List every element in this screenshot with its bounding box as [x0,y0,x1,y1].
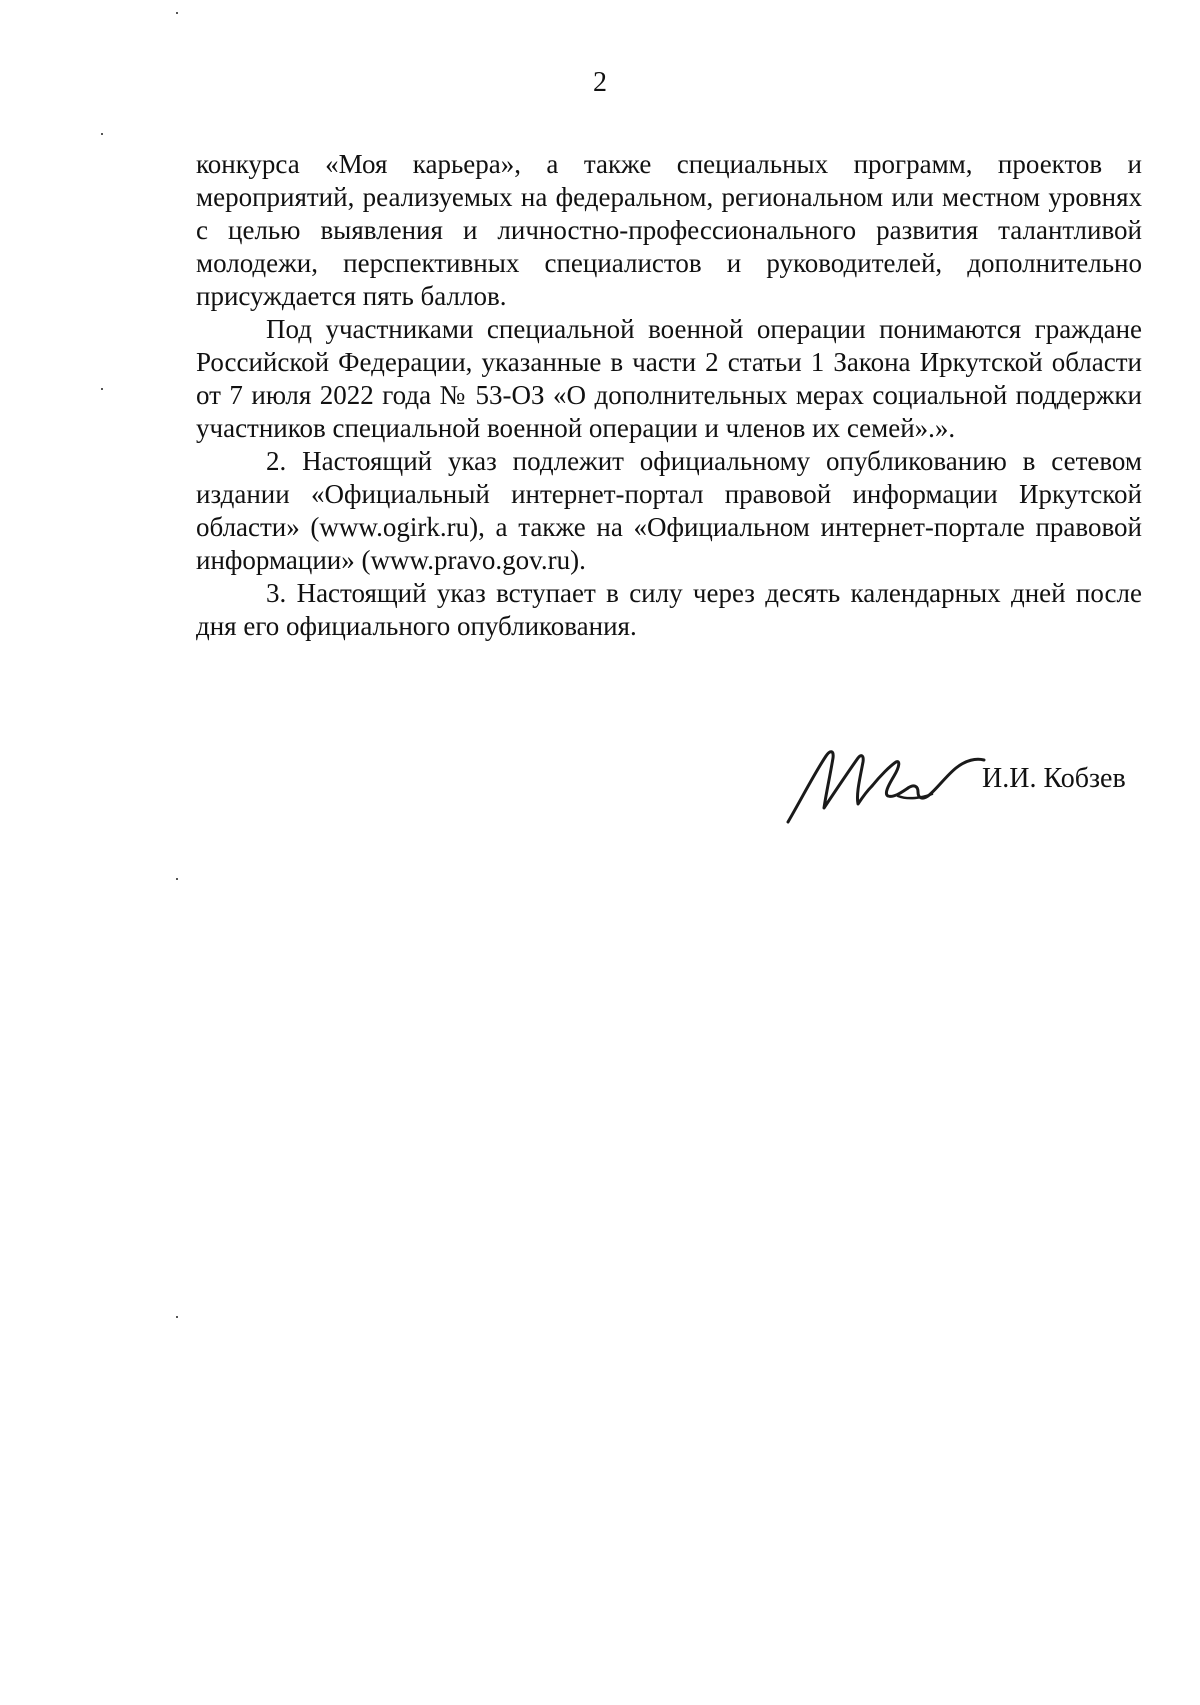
handwritten-signature-icon [776,738,986,828]
scan-artifact-dot [101,388,103,390]
scan-artifact-dot [101,133,103,135]
scan-artifact-dot [176,878,178,880]
scan-artifact-dot [176,12,178,14]
paragraph-continuation: конкурса «Моя карьера», а также специальных программ, проектов и мероприятий, реализуемых на федеральном, региональном или местном уровнях с целью выявления и личностно-профессионального развития талантливой молодежи, перспективных специалистов и руководителей, дополнительно присуждается пять баллов. [196,149,1142,311]
scan-artifact-dot [176,1316,178,1318]
paragraph-publication: 2. Настоящий указ подлежит официальному опубликованию в сетевом издании «Официальный интернет-портал правовой информации Иркутской области» (www.ogirk.ru), а также на «Официальном интернет-портале правовой информации» (www.pravo.gov.ru). [196,446,1142,575]
paragraph-entry-into-force: 3. Настоящий указ вступает в силу через десять календарных дней после дня его официального опубликования. [196,578,1142,641]
paragraph-svo-definition: Под участниками специальной военной операции понимаются граждане Российской Федерации, указанные в части 2 статьи 1 Закона Иркутской области от 7 июля 2022 года № 53-ОЗ «О дополнительных мерах социальной поддержки участников специальной военной операции и членов их семей».». [196,314,1142,443]
signer-name: И.И. Кобзев [982,763,1126,794]
signature-block [776,738,1156,838]
page-number: 2 [593,67,607,98]
document-body [196,148,1142,643]
